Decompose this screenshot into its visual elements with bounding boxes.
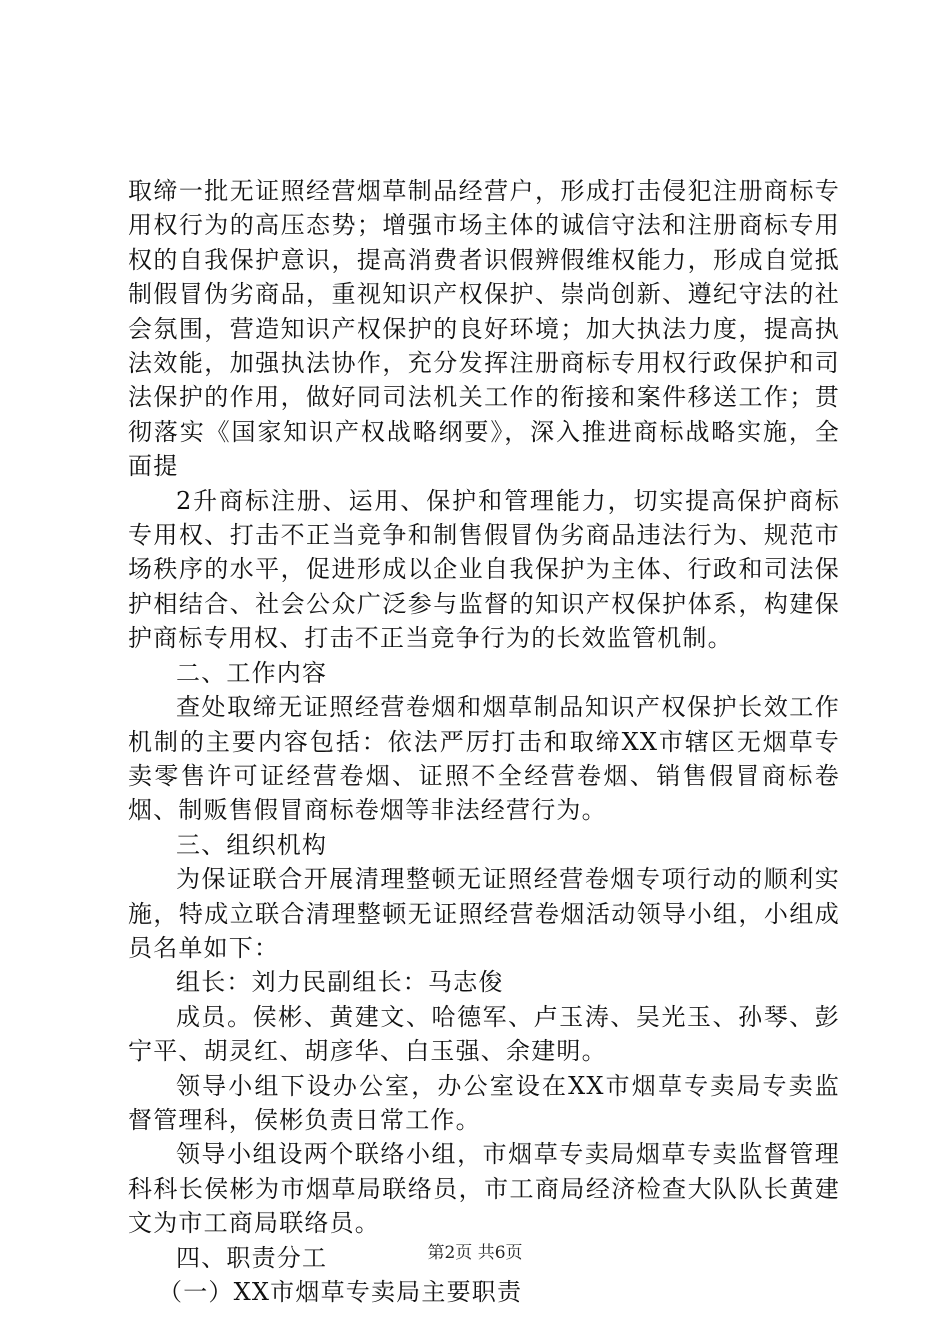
paragraph-organization: 为保证联合开展清理整顿无证照经营卷烟专项行动的顺利实施，特成立联合清理整顿无证照经营卷烟活动领导小组，小组成员名单如下： [128,865,840,962]
page-number: 第2页 共6页 [427,1243,523,1263]
paragraph-liaison: 领导小组设两个联络小组，市烟草专卖局烟草专卖监督管理科科长侯彬为市烟草局联络员，市工商局经济检查大队队长黄建文为市工商局联络员。 [128,1140,840,1238]
paragraph-members: 成员。侯彬、黄建文、哈德军、卢玉涛、吴光玉、孙琴、彭宁平、胡灵红、胡彦华、白玉强、余建明。 [128,1002,840,1066]
section-heading-organization: 三、组织机构 [176,830,328,859]
document-body [128,174,840,1309]
section-heading-duties: 四、职责分工 [176,1243,328,1272]
page-footer [0,1242,950,1264]
paragraph-continuation: 取缔一批无证照经营烟草制品经营户，形成打击侵犯注册商标专用权行为的高压态势；增强市场主体的诚信守法和注册商标专用权的自我保护意识，提高消费者识假辨假维权能力，形成自觉抵制假冒伪劣商品，重视知识产权保护、崇尚创新、遵纪守法的社会氛围，营造知识产权保护的良好环境；加大执法力度，提高执法效能，加强执法协作，充分发挥注册商标专用权行政保护和司法保护的作用，做好同司法机关工作的衔接和案件移送工作；贯彻落实《国家知识产权战略纲要》，深入推进商标战略实施，全面提 [128,177,840,481]
paragraph-2: 2升商标注册、运用、保护和管理能力，切实提高保护商标专用权、打击不正当竞争和制售假冒伪劣商品违法行为、规范市场秩序的水平，促进形成以企业自我保护为主体、行政和司法保护相结合、社会公众广泛参与监督的知识产权保护体系，构建保护商标专用权、打击不正当竞争行为的长效监管机制。 [128,486,840,653]
subsection-heading-tobacco-bureau: （一）XX市烟草专卖局主要职责 [158,1278,523,1306]
paragraph-leaders: 组长：刘力民副组长：马志俊 [176,968,504,997]
section-heading-work-content: 二、工作内容 [176,658,328,687]
paragraph-office: 领导小组下设办公室，办公室设在XX市烟草专卖局专卖监督管理科，侯彬负责日常工作。 [128,1071,840,1134]
paragraph-work-content: 查处取缔无证照经营卷烟和烟草制品知识产权保护长效工作机制的主要内容包括：依法严厉打击和取缔XX市辖区无烟草专卖零售许可证经营卷烟、证照不全经营卷烟、销售假冒商标卷烟、制贩售假冒商标卷烟等非法经营行为。 [128,693,840,825]
